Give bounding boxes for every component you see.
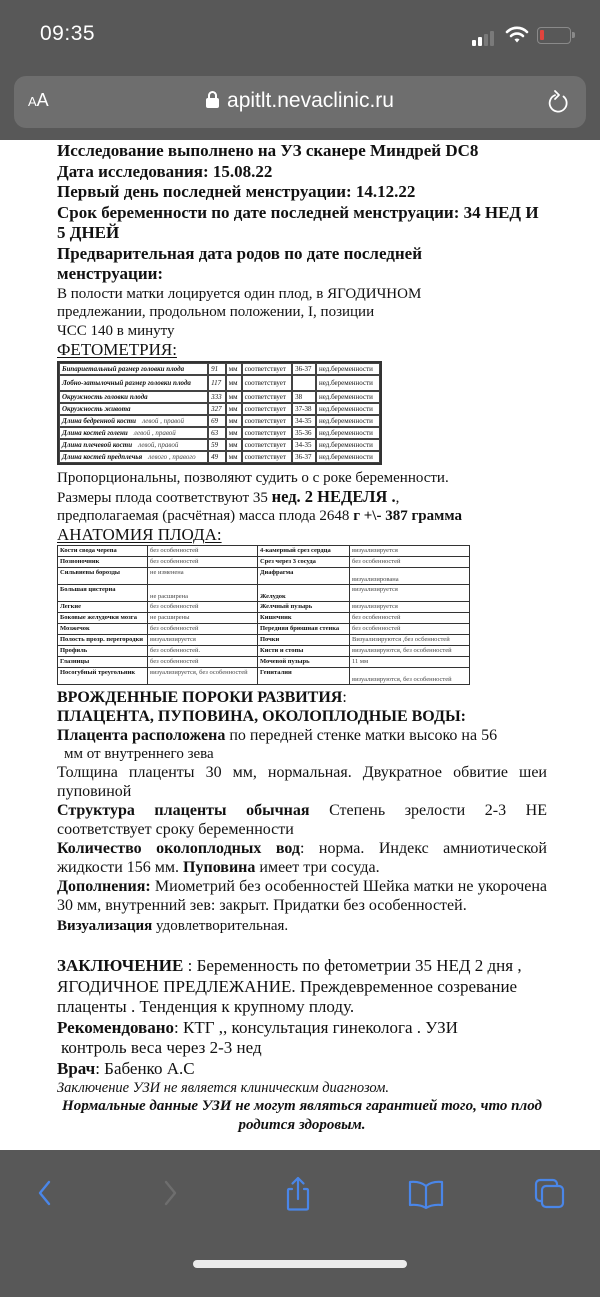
- fetometry-match: соответствует: [242, 439, 293, 451]
- fetometry-weeks: [292, 375, 316, 391]
- fetometry-row: [59, 375, 380, 391]
- fetometry-match: соответствует: [242, 391, 293, 403]
- additions-label: Дополнения:: [57, 878, 151, 895]
- fetometry-suffix: нед.беременности: [316, 363, 380, 375]
- anatomy-row: [58, 601, 470, 612]
- additions: [57, 877, 547, 915]
- exam-date: Дата исследования: 15.08.22: [57, 161, 273, 181]
- fetometry-unit: мм: [226, 403, 242, 415]
- fetometry-weeks: 35-36: [292, 427, 316, 439]
- cellular-signal-icon: [472, 30, 496, 46]
- anatomy-organ: [58, 584, 148, 601]
- anatomy-finding-text: не изменена: [150, 568, 184, 576]
- disclaimer-1: Заключение УЗИ не является клиническим диагнозом.: [57, 1080, 389, 1096]
- anatomy-organ: [258, 645, 350, 656]
- lmp-date: Первый день последней менструации: 14.12.22: [57, 182, 416, 201]
- anatomy-finding-text: без особенностей: [352, 613, 401, 621]
- anatomy-finding: [148, 656, 258, 667]
- anatomy-organ: [258, 545, 350, 556]
- anatomy-finding-text: не расширены: [150, 613, 190, 621]
- reload-icon[interactable]: [546, 88, 572, 116]
- anatomy-organ-text: Профиль: [60, 646, 88, 654]
- fetometry-parameter: [59, 363, 208, 375]
- back-chevron-icon[interactable]: [24, 1172, 64, 1216]
- anatomy-finding-text: визуализирована: [352, 575, 399, 583]
- anatomy-organ: [58, 556, 148, 567]
- malformations: [57, 688, 547, 707]
- fetometry-value: 327: [208, 403, 226, 415]
- anatomy-row: [58, 667, 470, 684]
- anatomy-finding-text: визуализируется: [352, 585, 398, 593]
- fetometry-parameter-name: Длина бедренной кости: [62, 417, 137, 425]
- anatomy-finding: [148, 567, 258, 584]
- bookmarks-icon[interactable]: [404, 1172, 448, 1216]
- anatomy-row: [58, 656, 470, 667]
- anatomy-organ-text: Боковые желудочки мозга: [60, 613, 137, 621]
- fetometry-suffix: нед.беременности: [316, 375, 380, 391]
- anatomy-organ: [258, 567, 350, 584]
- url-field[interactable]: [14, 89, 586, 113]
- anatomy-organ-text: Мочевой пузырь: [260, 657, 310, 665]
- recommended: [57, 1018, 547, 1039]
- fetometry-unit: мм: [226, 415, 242, 427]
- recommended-label: Рекомендовано: [57, 1017, 175, 1037]
- anatomy-organ: [258, 623, 350, 634]
- anatomy-organ: [258, 656, 350, 667]
- gestational-term: Срок беременности по дате последней менструации: 34 НЕД И 5 ДНЕЙ: [57, 202, 539, 242]
- additions-text: Миометрий без особенностей Шейка матки не укорочена 30 мм, внутренний зев: закрыт. Придатки без особенностей.: [57, 878, 547, 914]
- text-size-small-glyph: A: [28, 94, 37, 109]
- fetometry-parameter-name: Длина плечевой кости: [62, 441, 133, 449]
- address-bar[interactable]: [14, 76, 586, 128]
- fetometry-weeks: 37-38: [292, 403, 316, 415]
- anatomy-finding: [350, 667, 470, 684]
- anatomy-organ: [58, 656, 148, 667]
- fetometry-parameter: [59, 391, 208, 403]
- share-icon[interactable]: [278, 1172, 318, 1216]
- anatomy-finding: [350, 556, 470, 567]
- amniotic-label: Количество околоплодных вод: [57, 840, 301, 857]
- visualization-label: Визуализация: [57, 918, 153, 934]
- anatomy-organ-text: Диафрагма: [260, 568, 294, 576]
- fetometry-weeks: 38: [292, 391, 316, 403]
- placenta-location-2: мм от внутреннего зева: [64, 745, 214, 762]
- tabs-icon[interactable]: [530, 1172, 570, 1216]
- battery-low-icon: [537, 27, 571, 44]
- visualization-text: удовлетворительная.: [152, 918, 289, 934]
- clock: 09:35: [40, 22, 96, 45]
- fetometry-unit: мм: [226, 375, 242, 391]
- anatomy-organ: [258, 601, 350, 612]
- placenta-location-text: по передней стенке матки высоко на 56: [225, 726, 498, 744]
- size-match-weeks: нед. 2 НЕДЕЛЯ .: [271, 486, 396, 506]
- anatomy-organ-text: Носогубный треугольник: [60, 668, 136, 676]
- fetometry-suffix: нед.беременности: [316, 391, 380, 403]
- anatomy-organ-text: Легкие: [60, 602, 82, 610]
- placenta-location: [57, 726, 547, 745]
- ultrasound-report: [57, 140, 547, 936]
- disclaimer-2: Нормальные данные УЗИ не могут являться гарантией того, что плод родится здоровым.: [62, 1098, 542, 1133]
- anatomy-finding: [350, 601, 470, 612]
- fetometry-unit: мм: [226, 363, 242, 375]
- placenta-thickness: Толщина плаценты 30 мм, нормальная. Двукратное обвитие шеи пуповиной: [57, 764, 547, 800]
- fetometry-value: 59: [208, 439, 226, 451]
- anatomy-organ: [58, 567, 148, 584]
- fetometry-unit: мм: [226, 391, 242, 403]
- weight-range: г +\- 387 грамма: [353, 508, 462, 524]
- proportional-note: Пропорциональны, позволяют судить о с роке беременности.: [57, 470, 449, 486]
- malformations-label: ВРОЖДЕННЫЕ ПОРОКИ РАЗВИТИЯ: [57, 688, 343, 706]
- home-indicator[interactable]: [193, 1260, 407, 1268]
- anatomy-finding-text: без особенностей: [352, 557, 401, 565]
- placenta-structure-text: Степень зрелости 2-3 НЕ соответствует сроку беременности: [57, 802, 547, 838]
- anatomy-finding-text: без особенностей: [150, 624, 199, 632]
- text-size-large-glyph: A: [36, 90, 49, 110]
- fetometry-row: [59, 391, 380, 403]
- anatomy-organ-text: Мозжечок: [60, 624, 90, 632]
- fetometry-value: 91: [208, 363, 226, 375]
- fetometry-suffix: нед.беременности: [316, 403, 380, 415]
- fetometry-match: соответствует: [242, 403, 293, 415]
- anatomy-row: [58, 623, 470, 634]
- visualization: [57, 917, 547, 936]
- fetus-intro-1: В полости матки лоцируется один плод, в ЯГОДИЧНОМ: [57, 285, 422, 302]
- placenta-location-label: Плацента расположена: [57, 726, 226, 744]
- anatomy-organ: [58, 623, 148, 634]
- anatomy-organ: [258, 634, 350, 645]
- anatomy-finding: [350, 645, 470, 656]
- anatomy-organ: [58, 667, 148, 684]
- anatomy-organ-text: Полость прозр. перегородки: [60, 635, 143, 643]
- anatomy-organ: [58, 634, 148, 645]
- anatomy-organ: [258, 584, 350, 601]
- anatomy-finding: [148, 612, 258, 623]
- fetometry-table: [57, 361, 382, 465]
- anatomy-organ-text: Кисти и стопы: [260, 646, 304, 654]
- anatomy-finding: [148, 667, 258, 684]
- report-conclusion-block: [57, 956, 547, 1135]
- anatomy-organ-text: Почки: [260, 635, 280, 643]
- fetometry-unit: мм: [226, 427, 242, 439]
- anatomy-finding-text: визуализируется: [352, 602, 398, 610]
- fetometry-match: соответствует: [242, 415, 293, 427]
- anatomy-finding: [148, 601, 258, 612]
- fetometry-unit: мм: [226, 439, 242, 451]
- size-match: [57, 488, 547, 508]
- anatomy-finding: [148, 584, 258, 601]
- anatomy-organ-text: Позвоночник: [60, 557, 100, 565]
- anatomy-finding-text: визуализируется, без особенностей: [150, 668, 248, 676]
- anatomy-finding: [148, 556, 258, 567]
- anatomy-organ-text: Большая цистерна: [60, 585, 116, 593]
- amniotic-text: : норма. Индекс амниотической жидкости 156 мм.: [57, 840, 547, 876]
- anatomy-finding: [350, 623, 470, 634]
- lock-icon: [206, 91, 219, 108]
- anatomy-organ-text: Передняя брюшная стенка: [260, 624, 340, 632]
- fetometry-parameter: [59, 451, 208, 463]
- status-bar: [0, 0, 600, 70]
- anatomy-organ-text: Желчный пузырь: [260, 602, 313, 610]
- fetometry-row: [59, 415, 380, 427]
- anatomy-finding-text: без особенностей: [150, 602, 199, 610]
- fetometry-match: соответствует: [242, 427, 293, 439]
- forward-chevron-icon[interactable]: [151, 1172, 191, 1216]
- anatomy-row: [58, 645, 470, 656]
- anatomy-finding-text: визуализируются, без особенностей: [352, 646, 452, 654]
- fetometry-parameter: [59, 415, 208, 427]
- anatomy-finding: [148, 634, 258, 645]
- anatomy-row: [58, 545, 470, 556]
- anatomy-organ-text: Гениталии: [260, 668, 292, 676]
- malformations-colon: :: [342, 688, 347, 706]
- fetometry-parameter-name: Окружность головки плода: [62, 393, 148, 401]
- fetometry-parameter: [59, 427, 208, 439]
- fetometry-side: левой , правой: [133, 429, 176, 437]
- doctor-name: : Бабенко А.С: [95, 1058, 195, 1078]
- anatomy-finding: [350, 584, 470, 601]
- anatomy-organ: [258, 612, 350, 623]
- fetometry-side: левой , правой: [142, 417, 185, 425]
- fetometry-match: соответствует: [242, 451, 293, 463]
- fetometry-match: соответствует: [242, 363, 293, 375]
- anatomy-table: [57, 545, 470, 685]
- wifi-icon: [505, 25, 529, 45]
- anatomy-title: АНАТОМИЯ ПЛОДА:: [57, 524, 222, 544]
- anatomy-finding-text: не расширена: [150, 592, 188, 600]
- fetometry-suffix: нед.беременности: [316, 427, 380, 439]
- anatomy-finding-text: визуализируются, без особенностей: [352, 675, 452, 683]
- anatomy-row: [58, 584, 470, 601]
- anatomy-finding: [148, 545, 258, 556]
- weight-text: предполагаемая (расчётная) масса плода 2648: [57, 508, 354, 524]
- fetometry-side: левой, правой: [138, 441, 179, 449]
- fetometry-weeks: 36-37: [292, 451, 316, 463]
- anatomy-finding-text: без особенностей: [150, 557, 199, 565]
- fetometry-value: 69: [208, 415, 226, 427]
- heart-rate: ЧСС 140 в минуту: [57, 322, 175, 339]
- anatomy-finding-text: без особенностей: [352, 624, 401, 632]
- anatomy-finding: [148, 623, 258, 634]
- fetometry-side: левого , правого: [148, 453, 196, 461]
- fetometry-unit: мм: [226, 451, 242, 463]
- size-match-suffix: ,: [395, 489, 400, 506]
- anatomy-finding: [350, 545, 470, 556]
- anatomy-finding-text: 11 мм: [352, 657, 369, 665]
- anatomy-finding-text: без особенностей.: [150, 646, 201, 654]
- fetometry-parameter: [59, 439, 208, 451]
- anatomy-organ: [58, 645, 148, 656]
- anatomy-finding-text: визуализируется: [352, 546, 398, 554]
- anatomy-row: [58, 567, 470, 584]
- fetometry-row: [59, 451, 380, 463]
- fetometry-value: 117: [208, 375, 226, 391]
- fetometry-weeks: 36-37: [292, 363, 316, 375]
- fetometry-row: [59, 427, 380, 439]
- fetometry-value: 63: [208, 427, 226, 439]
- due-date: Предварительная дата родов по дате последней менструации:: [57, 243, 423, 283]
- anatomy-finding-text: без особенностей: [150, 546, 199, 554]
- umbilical-cord-text: имеет три сосуда.: [255, 859, 380, 876]
- anatomy-organ-text: Сильвиевы борозды: [60, 568, 121, 576]
- conclusion-text: : Беременность по фетометрии 35 НЕД 2 дня , ЯГОДИЧНОЕ ПРЕДЛЕЖАНИЕ. Преждевременное созревание плаценты . Тенденция к крупному плоду.: [57, 956, 522, 1016]
- anatomy-organ-text: Глазницы: [60, 657, 90, 665]
- conclusion-label: ЗАКЛЮЧЕНИЕ: [57, 956, 184, 975]
- anatomy-organ-text: Желудок: [260, 592, 286, 600]
- fetometry-value: 49: [208, 451, 226, 463]
- doctor: [57, 1059, 547, 1080]
- anatomy-finding-text: Визуализируются ,без осбенностей: [352, 635, 450, 643]
- anatomy-finding: [350, 634, 470, 645]
- recommended-2: контроль веса через 2-3 нед: [61, 1038, 262, 1057]
- anatomy-organ-text: Кишечник: [260, 613, 292, 621]
- anatomy-organ: [58, 612, 148, 623]
- anatomy-row: [58, 612, 470, 623]
- conclusion: [57, 956, 547, 1018]
- browser-toolbar: [0, 1150, 600, 1297]
- anatomy-finding: [350, 656, 470, 667]
- fetometry-title: ФЕТОМЕТРИЯ:: [57, 340, 177, 359]
- anatomy-finding: [350, 567, 470, 584]
- estimated-weight: [57, 507, 547, 526]
- fetometry-parameter-name: Длина костей голени: [62, 429, 128, 437]
- anatomy-finding-text: без особенностей: [150, 657, 199, 665]
- scanner-line: Исследование выполнено на УЗ сканере Миндрей DC8: [57, 141, 479, 160]
- anatomy-organ-text: Кости свода черепа: [60, 546, 117, 554]
- fetometry-parameter-name: Лобно-затылочный размер головки плода: [62, 379, 191, 387]
- anatomy-organ: [258, 667, 350, 684]
- anatomy-finding: [350, 612, 470, 623]
- url-text: apitlt.nevaclinic.ru: [227, 89, 394, 112]
- fetometry-row: [59, 439, 380, 451]
- placenta-title: ПЛАЦЕНТА, ПУПОВИНА, ОКОЛОПЛОДНЫЕ ВОДЫ:: [57, 707, 466, 725]
- fetometry-parameter: [59, 403, 208, 415]
- fetometry-parameter-name: Длина костей предплечья: [62, 453, 143, 461]
- anatomy-organ: [58, 601, 148, 612]
- anatomy-row: [58, 556, 470, 567]
- web-page: [0, 140, 600, 1150]
- anatomy-organ: [58, 545, 148, 556]
- recommended-text: : КТГ ,, консультация гинеколога . УЗИ: [174, 1017, 458, 1037]
- fetometry-value: 333: [208, 391, 226, 403]
- fetometry-weeks: 34-35: [292, 415, 316, 427]
- doctor-label: Врач: [57, 1058, 96, 1078]
- fetometry-suffix: нед.беременности: [316, 439, 380, 451]
- anatomy-finding-text: визуализируется: [150, 635, 196, 643]
- fetometry-parameter: [59, 375, 208, 391]
- fetometry-row: [59, 363, 380, 375]
- amniotic-fluid: [57, 839, 547, 877]
- fetometry-suffix: нед.беременности: [316, 451, 380, 463]
- placenta-structure-label: Структура плаценты обычная: [57, 802, 310, 819]
- anatomy-row: [58, 634, 470, 645]
- fetometry-parameter-name: Окружность живота: [62, 405, 131, 413]
- anatomy-organ-text: 4-камерный срез сердца: [260, 546, 331, 554]
- anatomy-finding: [148, 645, 258, 656]
- umbilical-cord-label: Пуповина: [183, 859, 256, 876]
- fetus-intro-2: предлежании, продольном положении, I, позиции: [57, 304, 375, 320]
- fetometry-parameter-name: Бипариетальный размер головки плода: [62, 365, 185, 373]
- anatomy-organ: [258, 556, 350, 567]
- anatomy-organ-text: Срез через 3 сосуда: [260, 557, 316, 565]
- fetometry-match: соответствует: [242, 375, 293, 391]
- size-match-text: Размеры плода соответствуют 35: [57, 489, 272, 506]
- fetometry-weeks: 34-35: [292, 439, 316, 451]
- fetometry-row: [59, 403, 380, 415]
- placenta-structure: [57, 801, 547, 839]
- fetometry-suffix: нед.беременности: [316, 415, 380, 427]
